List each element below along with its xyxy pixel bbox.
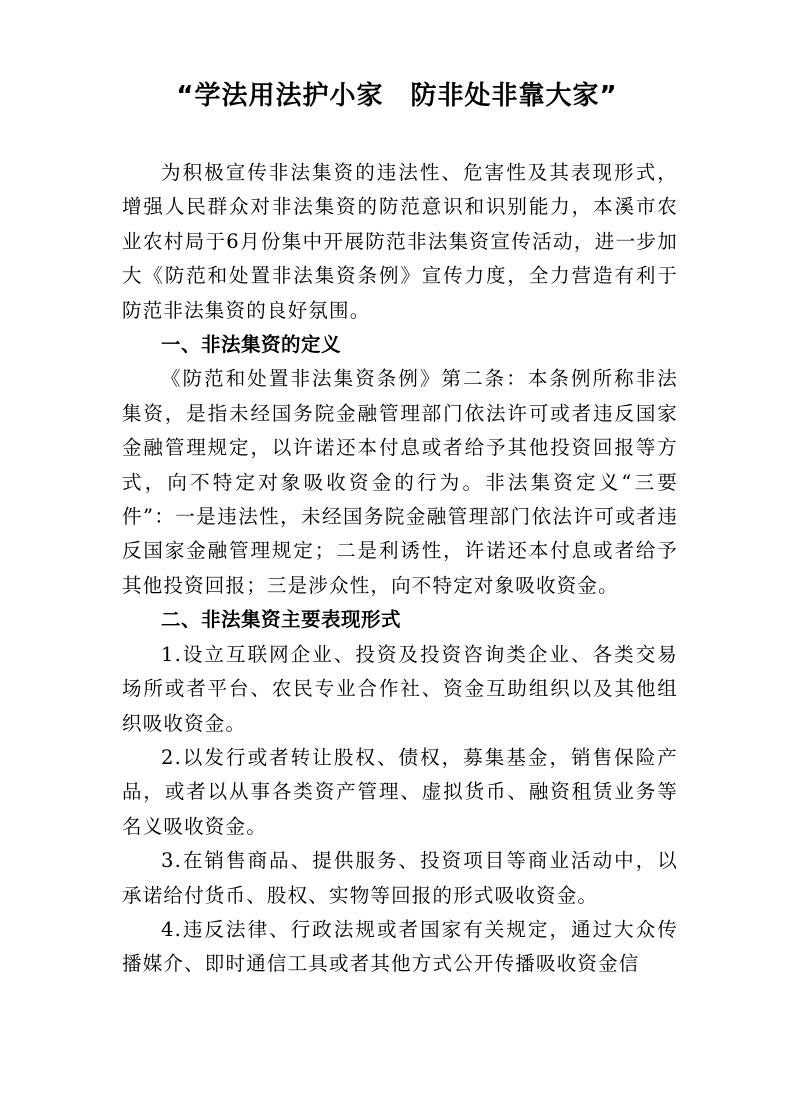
definition-paragraph: 《防范和处置非法集资条例》第二条：本条例所称非法集资，是指未经国务院金融管理部门依法许可或者违反国家金融管理规定，以许诺还本付息或者给予其他投资回报等方式，向不特定对象吸收资金的行为。非法集资定义“三要件”：一是违法性，未经国务院金融管理部门依法许可或者违反国家金融管理规定；二是利诱性，许诺还本付息或者给予其他投资回报；三是涉众性，向不特定对象吸收资金。 xyxy=(122,367,678,597)
forms-list-item: 4.违反法律、行政法规或者国家有关规定，通过大众传播媒介、即时通信工具或者其他方式公开传播吸收资金信 xyxy=(122,917,678,976)
forms-list-item: 3.在销售商品、提供服务、投资项目等商业活动中，以承诺给付货币、股权、实物等回报的形式吸收资金。 xyxy=(122,849,678,907)
section-heading-definition: 一、非法集资的定义 xyxy=(161,333,342,357)
intro-paragraph: 为积极宣传非法集资的违法性、危害性及其表现形式，增强人民群众对非法集资的防范意识和识别能力，本溪市农业农村局于6月份集中开展防范非法集资宣传活动，进一步加大《防范和处置非法集资条例》宣传力度，全力营造有利于防范非法集资的良好氛围。 xyxy=(122,161,678,322)
page-title: “学法用法护小家 防非处非靠大家” xyxy=(176,81,618,111)
document-body xyxy=(122,156,678,982)
section-heading-forms: 二、非法集资主要表现形式 xyxy=(161,608,402,632)
forms-list-item: 2.以发行或者转让股权、债权，募集基金，销售保险产品，或者以从事各类资产管理、虚拟货币、融资租赁业务等名义吸收资金。 xyxy=(122,745,678,838)
forms-list-item: 1.设立互联网企业、投资及投资咨询类企业、各类交易场所或者平台、农民专业合作社、资金互助组织以及其他组织吸收资金。 xyxy=(122,642,678,735)
